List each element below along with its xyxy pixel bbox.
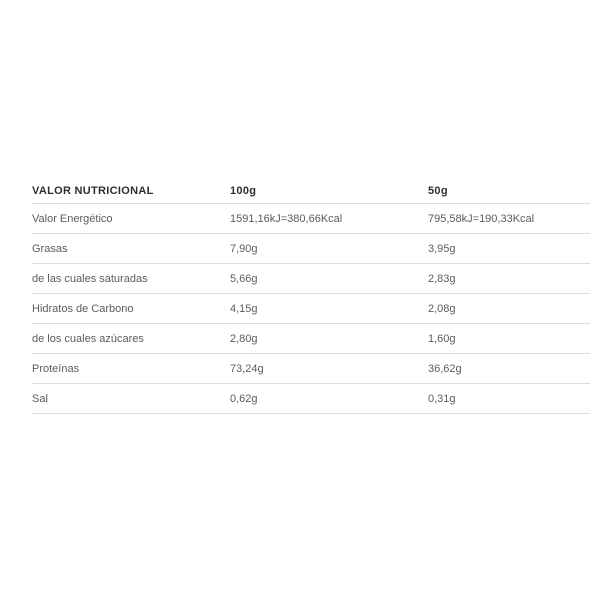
row-value-50g: 2,83g bbox=[428, 264, 590, 294]
row-value-50g: 795,58kJ=190,33Kcal bbox=[428, 204, 590, 234]
row-value-100g: 5,66g bbox=[230, 264, 428, 294]
header-valor-nutricional: VALOR NUTRICIONAL bbox=[32, 178, 230, 204]
table-row bbox=[32, 384, 590, 414]
header-50g: 50g bbox=[428, 178, 590, 204]
row-value-100g: 73,24g bbox=[230, 354, 428, 384]
row-label: Hidratos de Carbono bbox=[32, 294, 230, 324]
row-label: Sal bbox=[32, 384, 230, 414]
row-label: de las cuales saturadas bbox=[32, 264, 230, 294]
row-value-100g: 1591,16kJ=380,66Kcal bbox=[230, 204, 428, 234]
row-value-50g: 1,60g bbox=[428, 324, 590, 354]
table-header-row bbox=[32, 178, 590, 204]
row-value-100g: 4,15g bbox=[230, 294, 428, 324]
row-label: de los cuales azúcares bbox=[32, 324, 230, 354]
row-value-50g: 2,08g bbox=[428, 294, 590, 324]
table-row bbox=[32, 324, 590, 354]
table-row bbox=[32, 234, 590, 264]
header-100g: 100g bbox=[230, 178, 428, 204]
row-value-100g: 2,80g bbox=[230, 324, 428, 354]
table-row bbox=[32, 354, 590, 384]
row-label: Proteínas bbox=[32, 354, 230, 384]
table-row bbox=[32, 264, 590, 294]
table-row bbox=[32, 294, 590, 324]
row-value-50g: 3,95g bbox=[428, 234, 590, 264]
row-label: Valor Energético bbox=[32, 204, 230, 234]
row-value-50g: 0,31g bbox=[428, 384, 590, 414]
row-value-50g: 36,62g bbox=[428, 354, 590, 384]
nutrition-table bbox=[32, 178, 590, 414]
row-value-100g: 0,62g bbox=[230, 384, 428, 414]
row-value-100g: 7,90g bbox=[230, 234, 428, 264]
row-label: Grasas bbox=[32, 234, 230, 264]
nutrition-values-table bbox=[32, 178, 590, 414]
table-row bbox=[32, 204, 590, 234]
